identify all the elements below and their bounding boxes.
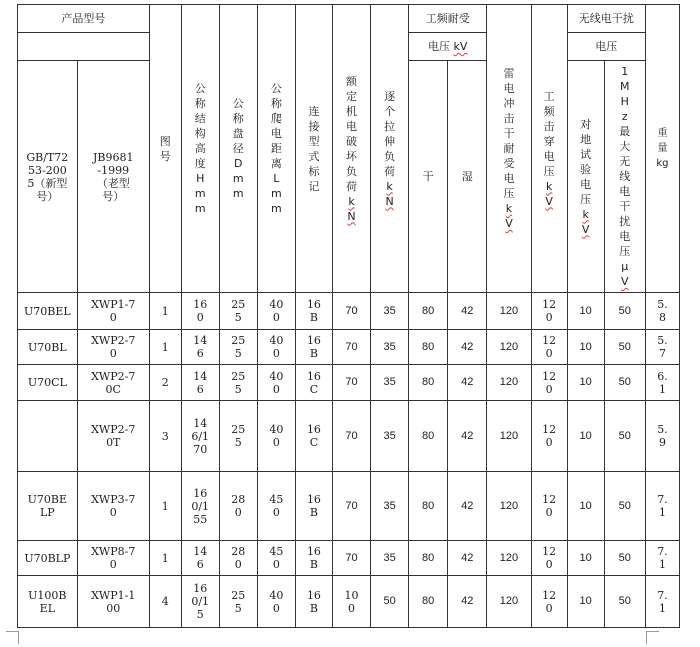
cell-new-model: U70BL	[18, 330, 78, 365]
cell-weight: 5.7	[645, 330, 679, 365]
cell-figure: 1	[149, 541, 181, 576]
cell-dry: 80	[409, 293, 448, 330]
cell-figure: 1	[149, 293, 181, 330]
table-row	[18, 576, 680, 628]
cell-diameter: 255	[219, 365, 257, 401]
cell-riv-max: 50	[604, 541, 645, 576]
cell-figure: 1	[149, 330, 181, 365]
header-riv-voltage: 电压	[567, 33, 645, 61]
header-mech-failing-load: 额定机电破坏负荷kN	[332, 5, 370, 293]
cell-figure: 4	[149, 576, 181, 628]
cell-old-model: XWP2-70C	[77, 365, 149, 401]
header-weight: 重量kg	[645, 5, 679, 293]
margin-mark-right	[646, 631, 659, 644]
cell-creepage: 400	[257, 293, 295, 330]
cell-mech-load: 70	[332, 330, 370, 365]
cell-lightning: 120	[487, 330, 531, 365]
cell-diameter: 255	[219, 576, 257, 628]
cell-tensile: 35	[371, 401, 409, 472]
cell-old-model: XWP1-100	[77, 576, 149, 628]
table-row	[18, 293, 680, 330]
cell-weight: 7.1	[645, 541, 679, 576]
pf-withstand-line-1: 工频耐受	[425, 12, 470, 25]
header-lightning: 雷电冲击干耐受电压kV	[487, 5, 531, 293]
cell-height: 160	[181, 293, 219, 330]
header-new-model: GB/T7253-2005（新型号）	[18, 61, 78, 293]
cell-riv-test: 10	[567, 293, 604, 330]
table-row	[18, 330, 680, 365]
cell-new-model: U70BELP	[18, 472, 78, 541]
cell-creepage: 400	[257, 576, 295, 628]
table-row	[18, 472, 680, 541]
cell-creepage: 400	[257, 330, 295, 365]
cell-lightning: 120	[487, 293, 531, 330]
cell-height: 146	[181, 365, 219, 401]
cell-new-model	[18, 401, 78, 472]
cell-figure: 1	[149, 472, 181, 541]
cell-mech-load: 70	[332, 472, 370, 541]
cell-weight: 5.9	[645, 401, 679, 472]
cell-old-model: XWP8-70	[77, 541, 149, 576]
cell-riv-max: 50	[604, 365, 645, 401]
header-product-model: 产品型号	[18, 5, 150, 33]
cell-dry: 80	[409, 330, 448, 365]
cell-tensile: 35	[371, 365, 409, 401]
cell-mech-load: 70	[332, 541, 370, 576]
cell-riv-test: 10	[567, 576, 604, 628]
cell-riv-test: 10	[567, 472, 604, 541]
cell-dry: 80	[409, 541, 448, 576]
cell-weight: 6.1	[645, 365, 679, 401]
header-tensile-load: 逐个拉伸负荷kN	[371, 5, 409, 293]
cell-old-model: XWP3-70	[77, 472, 149, 541]
cell-mech-load: 70	[332, 293, 370, 330]
cell-height: 146	[181, 541, 219, 576]
cell-creepage: 450	[257, 472, 295, 541]
header-pf-withstand-voltage: 电压 kV	[409, 33, 487, 61]
cell-coupling: 16B	[295, 541, 332, 576]
cell-riv-test: 10	[567, 541, 604, 576]
insulator-spec-table	[17, 4, 680, 628]
header-old-model: JB9681-1999（老型号）	[77, 61, 149, 293]
cell-tensile: 35	[371, 541, 409, 576]
cell-diameter: 255	[219, 293, 257, 330]
cell-puncture: 120	[531, 293, 567, 330]
cell-riv-test: 10	[567, 365, 604, 401]
cell-tensile: 50	[371, 576, 409, 628]
table-row	[18, 365, 680, 401]
header-wet: 湿	[448, 61, 487, 293]
cell-height: 160/15	[181, 576, 219, 628]
cell-coupling: 16B	[295, 576, 332, 628]
cell-puncture: 120	[531, 401, 567, 472]
header-product-model-spacer	[18, 33, 150, 61]
cell-wet: 42	[448, 576, 487, 628]
header-creepage: 公称爬电距离Lmm	[257, 5, 295, 293]
cell-diameter: 280	[219, 541, 257, 576]
cell-wet: 42	[448, 293, 487, 330]
cell-creepage: 450	[257, 541, 295, 576]
cell-dry: 80	[409, 472, 448, 541]
cell-old-model: XWP1-70	[77, 293, 149, 330]
header-coupling: 连接型式标记	[295, 5, 332, 293]
cell-dry: 80	[409, 576, 448, 628]
cell-diameter: 255	[219, 401, 257, 472]
cell-tensile: 35	[371, 293, 409, 330]
cell-new-model: U70BEL	[18, 293, 78, 330]
cell-diameter: 280	[219, 472, 257, 541]
cell-riv-test: 10	[567, 330, 604, 365]
margin-mark-left	[6, 631, 19, 644]
header-figure-no: 图号	[149, 5, 181, 293]
cell-wet: 42	[448, 472, 487, 541]
header-riv-test-voltage: 对地试验电压kV	[567, 61, 604, 293]
cell-mech-load: 70	[332, 401, 370, 472]
cell-mech-load: 100	[332, 576, 370, 628]
cell-coupling: 16C	[295, 365, 332, 401]
cell-old-model: XWP2-70T	[77, 401, 149, 472]
cell-figure: 2	[149, 365, 181, 401]
cell-wet: 42	[448, 541, 487, 576]
header-dry: 干	[409, 61, 448, 293]
table-row	[18, 541, 680, 576]
cell-wet: 42	[448, 330, 487, 365]
cell-new-model: U70BLP	[18, 541, 78, 576]
cell-coupling: 16B	[295, 293, 332, 330]
cell-coupling: 16B	[295, 330, 332, 365]
cell-riv-max: 50	[604, 401, 645, 472]
cell-mech-load: 70	[332, 365, 370, 401]
header-height: 公称结构高度Hmm	[181, 5, 219, 293]
cell-dry: 80	[409, 365, 448, 401]
riv-line-1: 无线电干扰	[578, 12, 634, 25]
cell-tensile: 35	[371, 472, 409, 541]
cell-lightning: 120	[487, 472, 531, 541]
cell-weight: 7.1	[645, 472, 679, 541]
header-riv-max: 1MHz最大无线电干扰电压μV	[604, 61, 645, 293]
cell-riv-test: 10	[567, 401, 604, 472]
cell-puncture: 120	[531, 365, 567, 401]
cell-dry: 80	[409, 401, 448, 472]
header-pf-withstand	[409, 5, 487, 33]
cell-coupling: 16C	[295, 401, 332, 472]
cell-old-model: XWP2-70	[77, 330, 149, 365]
cell-riv-max: 50	[604, 576, 645, 628]
cell-height: 160/155	[181, 472, 219, 541]
cell-creepage: 400	[257, 365, 295, 401]
header-diameter: 公称盘径Dmm	[219, 5, 257, 293]
cell-wet: 42	[448, 365, 487, 401]
cell-riv-max: 50	[604, 330, 645, 365]
cell-lightning: 120	[487, 576, 531, 628]
cell-new-model: U100BEL	[18, 576, 78, 628]
header-riv	[567, 5, 645, 33]
cell-diameter: 255	[219, 330, 257, 365]
cell-lightning: 120	[487, 401, 531, 472]
cell-height: 146/170	[181, 401, 219, 472]
cell-lightning: 120	[487, 365, 531, 401]
cell-height: 146	[181, 330, 219, 365]
header-pf-puncture: 工频击穿电压kV	[531, 5, 567, 293]
cell-wet: 42	[448, 401, 487, 472]
cell-riv-max: 50	[604, 293, 645, 330]
cell-puncture: 120	[531, 330, 567, 365]
cell-riv-max: 50	[604, 472, 645, 541]
table-row	[18, 401, 680, 472]
cell-puncture: 120	[531, 576, 567, 628]
cell-tensile: 35	[371, 330, 409, 365]
cell-weight: 7.1	[645, 576, 679, 628]
cell-creepage: 400	[257, 401, 295, 472]
cell-new-model: U70CL	[18, 365, 78, 401]
cell-weight: 5.8	[645, 293, 679, 330]
cell-coupling: 16B	[295, 472, 332, 541]
cell-puncture: 120	[531, 541, 567, 576]
cell-lightning: 120	[487, 541, 531, 576]
cell-puncture: 120	[531, 472, 567, 541]
cell-figure: 3	[149, 401, 181, 472]
